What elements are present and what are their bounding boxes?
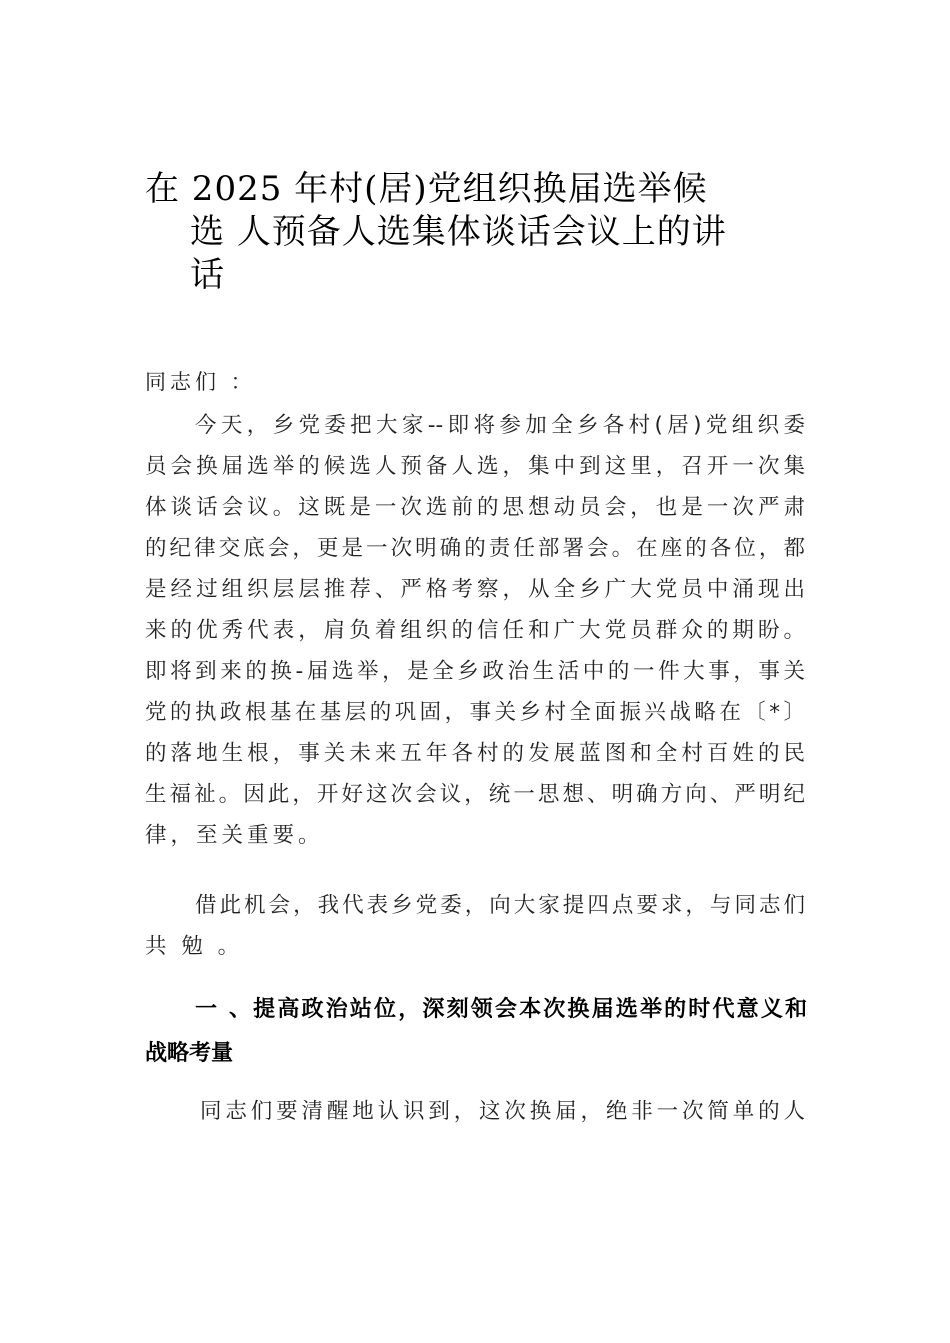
paragraph-requirements-intro bbox=[145, 885, 805, 967]
paragraph-line: 共 勉 。 bbox=[145, 934, 244, 959]
paragraph-line: 借此机会，我代表乡党委，向大家提四点要求，与同志们 bbox=[195, 893, 805, 918]
title-line-2: 选 人预备人选集体谈话会议上的讲 bbox=[190, 212, 727, 252]
paragraph-line: 员会换届选举的候选人预备人选，集中到这里，召开一次集 bbox=[145, 454, 805, 479]
section-heading-1 bbox=[145, 988, 807, 1076]
paragraph-line: 党的执政根基在基层的巩固，事关乡村全面振兴战略在〔*〕 bbox=[145, 700, 805, 725]
paragraph-line: 同志们要清醒地认识到，这次换届，绝非一次简单的人 bbox=[200, 1099, 805, 1124]
paragraph-line: 是经过组织层层推荐、严格考察，从全乡广大党员中涌现出 bbox=[145, 577, 805, 602]
paragraph-line: 体谈话会议。这既是一次选前的思想动员会，也是一次严肃 bbox=[145, 495, 805, 520]
paragraph-line: 的落地生根，事关未来五年各村的发展蓝图和全村百姓的民 bbox=[145, 741, 805, 766]
salutation: 同志们 ： bbox=[145, 370, 256, 394]
title-line-3: 话 bbox=[190, 255, 225, 295]
paragraph-line: 今天，乡党委把大家--即将参加全乡各村(居)党组织委 bbox=[195, 413, 805, 438]
heading-line: 战略考量 bbox=[145, 1041, 234, 1066]
heading-line: 一 、提高政治站位，深刻领会本次换届选举的时代意义和 bbox=[195, 997, 807, 1022]
paragraph-line: 即将到来的换-届选举，是全乡政治生活中的一件大事，事关 bbox=[145, 659, 805, 684]
paragraph-intro bbox=[145, 405, 805, 856]
title-line-1: 在 2025 年村(居)党组织换届选举候 bbox=[145, 169, 708, 209]
paragraph-line: 的纪律交底会，更是一次明确的责任部署会。在座的各位，都 bbox=[145, 536, 805, 561]
paragraph-line: 生福祉。因此，开好这次会议，统一思想、明确方向、严明纪 bbox=[145, 782, 805, 807]
paragraph-section-1 bbox=[145, 1091, 805, 1132]
paragraph-line: 律，至关重要。 bbox=[145, 823, 324, 848]
paragraph-line: 来的优秀代表，肩负着组织的信任和广大党员群众的期盼。 bbox=[145, 618, 805, 643]
document-title bbox=[145, 168, 785, 297]
